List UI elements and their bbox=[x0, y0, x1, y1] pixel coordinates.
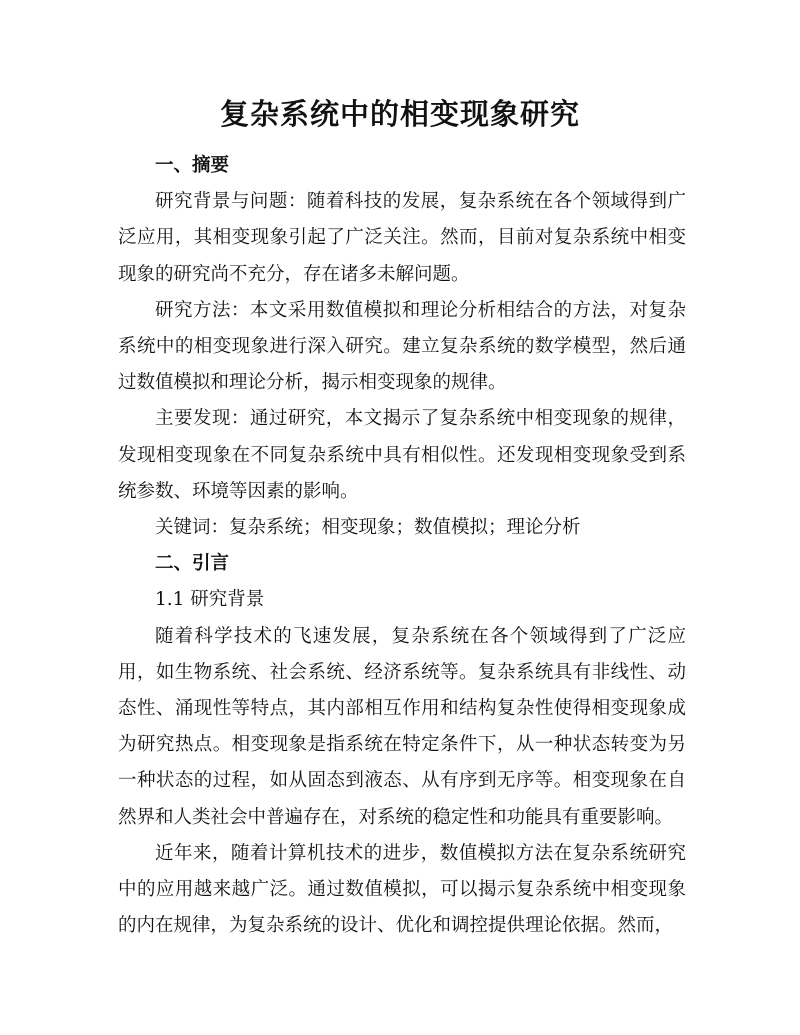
abstract-heading: 一、摘要 bbox=[155, 155, 230, 176]
research-background-subheading: 1.1 研究背景 bbox=[155, 589, 265, 611]
introduction-paragraph-2: 近年来，随着计算机技术的进步，数值模拟方法在复杂系统研究中的应用越来越广泛。通过数值模拟，可以揭示复杂系统中相变现象的内在规律，为复杂系统的设计、优化和调控提供理论依据。然而， bbox=[118, 842, 686, 937]
abstract-background-paragraph: 研究背景与问题：随着科技的发展，复杂系统在各个领域得到广泛应用，其相变现象引起了广泛关注。然而，目前对复杂系统中相变现象的研究尚不充分，存在诸多未解问题。 bbox=[118, 191, 686, 285]
introduction-paragraph-1: 随着科学技术的飞速发展，复杂系统在各个领域得到了广泛应用，如生物系统、社会系统、经济系统等。复杂系统具有非线性、动态性、涌现性等特点，其内部相互作用和结构复杂性使得相变现象成为研究热点。相变现象是指系统在特定条件下，从一种状态转变为另一种状态的过程，如从固态到液态、从有序到无序等。相变现象在自然界和人类社会中普遍存在，对系统的稳定性和功能具有重要影响。 bbox=[118, 625, 686, 828]
document-body bbox=[118, 148, 686, 944]
abstract-findings-paragraph: 主要发现：通过研究，本文揭示了复杂系统中相变现象的规律，发现相变现象在不同复杂系统中具有相似性。还发现相变现象受到系统参数、环境等因素的影响。 bbox=[118, 408, 686, 502]
keywords-line: 关键词：复杂系统；相变现象；数值模拟；理论分析 bbox=[155, 517, 581, 539]
document-title: 复杂系统中的相变现象研究 bbox=[219, 97, 580, 131]
abstract-method-paragraph: 研究方法：本文采用数值模拟和理论分析相结合的方法，对复杂系统中的相变现象进行深入研究。建立复杂系统的数学模型，然后通过数值模拟和理论分析，揭示相变现象的规律。 bbox=[118, 299, 686, 394]
introduction-heading: 二、引言 bbox=[155, 553, 230, 575]
